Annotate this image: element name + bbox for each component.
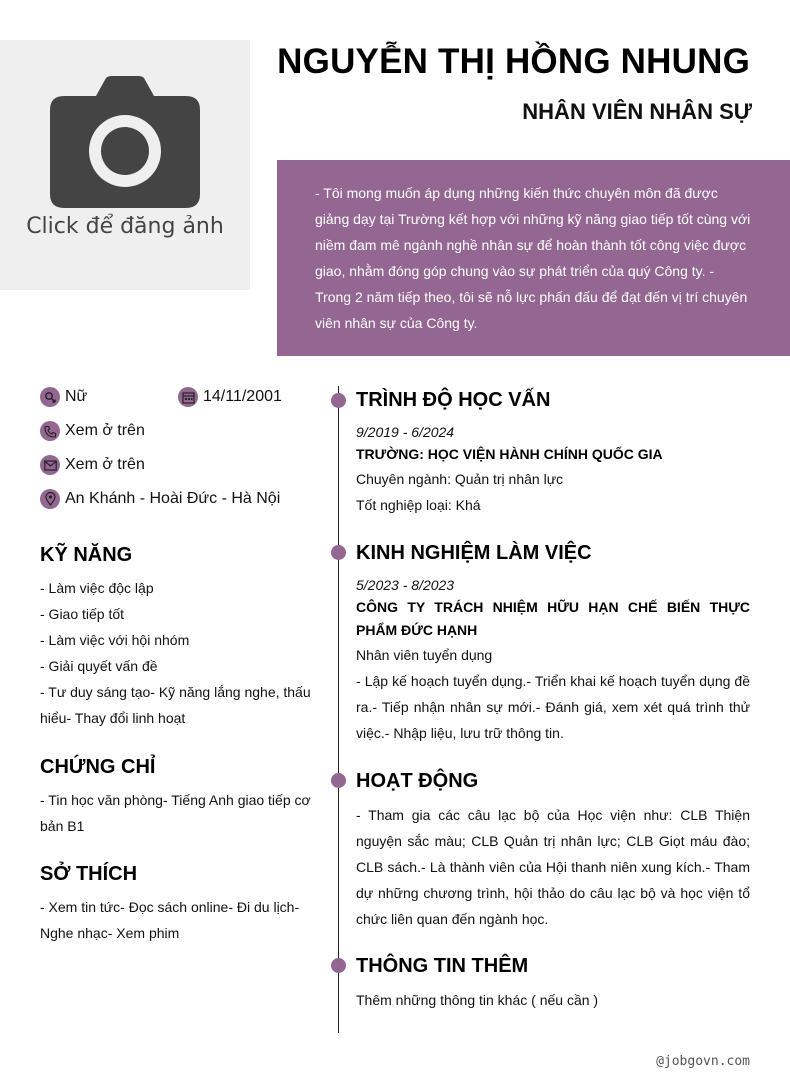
- education-section: [356, 389, 750, 518]
- skill-item: - Làm việc độc lập: [40, 580, 154, 596]
- skills-section: [40, 544, 312, 731]
- timeline-dot: [331, 545, 346, 560]
- footer-watermark: @jobgovn.com: [656, 1054, 750, 1069]
- phone-icon: [40, 421, 60, 441]
- experience-period: 5/2023 - 8/2023: [356, 577, 455, 593]
- timeline-dot: [331, 958, 346, 973]
- phone-row: [40, 421, 145, 441]
- activities-text: - Tham gia các câu lạc bộ của Học viện như: CLB Thiện nguyện sắc màu; CLB Quản trị nhân lực; CLB Giọt máu đào; CLB sách.- Là thành viên của Hội thanh niên xung kích.- Tham dự những chương trình, hội thảo do câu lạc bộ và học viện tổ chức liên quan đến ngành học.: [356, 807, 750, 927]
- location-icon: [40, 489, 60, 509]
- hobbies-section: [40, 863, 312, 946]
- timeline-line: [338, 386, 339, 1033]
- certificates-section: [40, 756, 312, 839]
- email-icon: [40, 455, 60, 475]
- gender-value: Nữ: [65, 388, 88, 405]
- birthday-value: 14/11/2001: [203, 388, 282, 405]
- photo-upload[interactable]: [0, 40, 250, 290]
- skill-item: - Giao tiếp tốt: [40, 606, 125, 622]
- education-heading: TRÌNH ĐỘ HỌC VẤN: [356, 389, 551, 411]
- photo-upload-label: Click để đăng ảnh: [26, 214, 224, 239]
- calendar-icon: [178, 387, 198, 407]
- education-major: Chuyên ngành: Quản trị nhân lực: [356, 471, 564, 487]
- timeline-dot: [331, 773, 346, 788]
- activities-heading: HOẠT ĐỘNG: [356, 770, 479, 792]
- experience-heading: KINH NGHIỆM LÀM VIỆC: [356, 542, 592, 564]
- hobbies-heading: SỞ THÍCH: [40, 863, 138, 885]
- certificates-text: - Tin học văn phòng- Tiếng Anh giao tiếp cơ bản B1: [40, 792, 311, 834]
- gender-icon: [40, 387, 60, 407]
- gender-row: [40, 387, 87, 407]
- skill-item: - Giải quyết vấn đề: [40, 658, 158, 674]
- education-period: 9/2019 - 6/2024: [356, 424, 455, 440]
- certificates-heading: CHỨNG CHỈ: [40, 756, 156, 778]
- address-value: An Khánh - Hoài Đức - Hà Nội: [65, 490, 281, 507]
- phone-value: Xem ở trên: [65, 422, 145, 439]
- hobbies-text: - Xem tin tức- Đọc sách online- Đi du lịch- Nghe nhạc- Xem phim: [40, 899, 300, 941]
- candidate-name: NGUYỄN THỊ HỒNG NHUNG: [277, 42, 750, 81]
- experience-section: [356, 542, 750, 746]
- job-title: NHÂN VIÊN NHÂN SỰ: [522, 99, 752, 124]
- experience-description: - Lập kế hoạch tuyển dụng.- Triển khai kế hoạch tuyển dụng đề ra.- Tiếp nhận nhân sự mới.- Đánh giá, xem xét quá trình thử việc.- Nhập liệu, lưu trữ thông tin.: [356, 673, 750, 741]
- extra-info-text: Thêm những thông tin khác ( nếu cần ): [356, 992, 599, 1008]
- activities-section: [356, 770, 750, 932]
- career-objective: - Tôi mong muốn áp dụng những kiến thức chuyên môn đã được giảng dạy tại Trường kết hợp với những kỹ năng giao tiếp tốt cùng với niềm đam mê ngành nghề nhân sự để hoàn thành tốt công việc được giao, nhằm đóng góp chung vào sự phát triển của quý Công ty. - Trong 2 năm tiếp theo, tôi sẽ nỗ lực phấn đấu để đạt đến vị trí chuyên viên nhân sự của Công ty.: [277, 160, 790, 356]
- education-grade: Tốt nghiệp loại: Khá: [356, 497, 481, 513]
- camera-icon: [50, 76, 200, 208]
- email-value: Xem ở trên: [65, 456, 145, 473]
- skill-item: - Tư duy sáng tạo- Kỹ năng lắng nghe, thấu hiểu- Thay đổi linh hoạt: [40, 684, 311, 726]
- timeline-dot: [331, 393, 346, 408]
- extra-info-heading: THÔNG TIN THÊM: [356, 955, 529, 977]
- birthday-row: [178, 387, 282, 407]
- email-row: [40, 455, 145, 475]
- school-name: TRƯỜNG: HỌC VIỆN HÀNH CHÍNH QUỐC GIA: [356, 446, 663, 462]
- address-row: [40, 489, 280, 509]
- extra-info-section: [356, 955, 750, 1013]
- skills-heading: KỸ NĂNG: [40, 544, 133, 566]
- company-name: CÔNG TY TRÁCH NHIỆM HỮU HẠN CHẾ BIẾN THỰC PHẨM ĐỨC HẠNH: [356, 599, 750, 638]
- experience-position: Nhân viên tuyển dụng: [356, 647, 493, 663]
- skill-item: - Làm việc với hội nhóm: [40, 632, 190, 648]
